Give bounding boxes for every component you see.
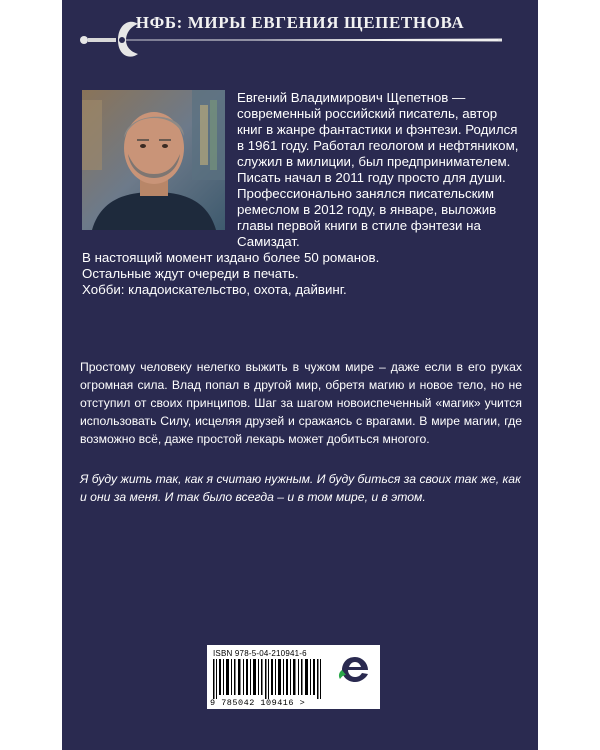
bio-paragraph: Писать начал в 2011 году просто для души.: [237, 170, 506, 185]
bio-paragraph: В настоящий момент издано более 50 романов.: [82, 250, 380, 265]
book-blurb: Простому человеку нелегко выжить в чужом мире – даже если в его руках огромная сила. Влад попал в другой мир, обретя магию и новое тело, но не отступил от своих принципов. Шаг за шагом новоиспеченный «магик» учится использовать Силу, исцеляя друзей и сражаясь с врагами. В мире магии, где возможно всё, даже простой лекарь может добиться многого.: [80, 360, 522, 446]
series-title: НФБ: МИРЫ ЕВГЕНИЯ ЩЕПЕТНОВА: [135, 13, 465, 32]
book-quote: Я буду жить так, как я считаю нужным. И буду биться за своих так же, как и они за меня. И так было всегда – и в том мире, и в этом.: [80, 472, 521, 504]
bio-paragraph: Евгений Владимирович Щепетнов — современный российский писатель, автор книг в жанре фантастики и фэнтези. Родился в 1961 году. Работал геологом и нефтяником, служил в милиции, был предпринимателем.: [237, 90, 519, 169]
bio-paragraph: Остальные ждут очереди в печать.: [82, 266, 299, 281]
barcode-digits: 9 785042 109416 >: [210, 698, 306, 708]
author-bio: [82, 90, 522, 298]
eksmo-logo-icon: [331, 648, 379, 712]
isbn-text: ISBN 978-5-04-210941-6: [213, 649, 307, 658]
back-cover: [62, 0, 538, 750]
barcode-icon: [213, 659, 333, 699]
series-header: [62, 0, 538, 60]
bio-paragraph: Хобби: кладоискательство, охота, дайвинг.: [82, 282, 347, 297]
bio-paragraph: Профессионально занялся писательским ремеслом в 2012 году, в январе, выложив главы первой книги в стиле фэнтези на Самиздат.: [237, 186, 497, 249]
publisher-name: ЭКСМО: [339, 690, 371, 699]
